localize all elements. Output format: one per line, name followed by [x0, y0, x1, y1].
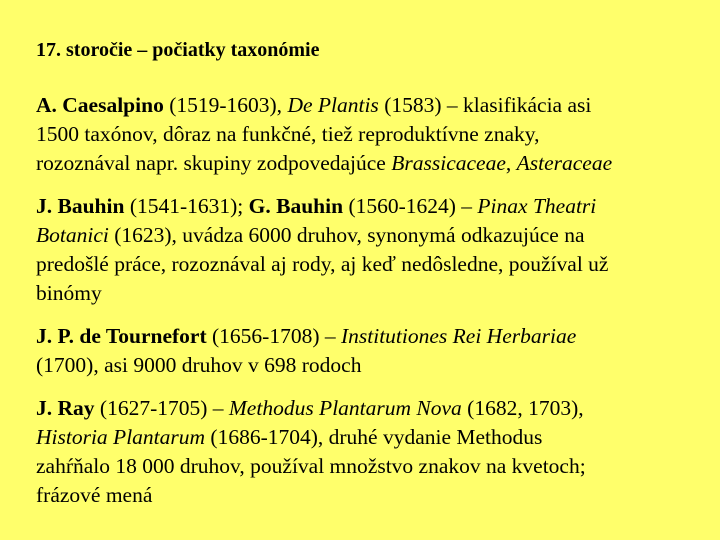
text-line — [36, 452, 706, 481]
text-run: (1623), uvádza 6000 druhov, synonymá odkazujúce na — [108, 223, 585, 247]
text-line — [36, 394, 706, 423]
text-line — [36, 279, 706, 308]
author-name: G. Bauhin — [248, 194, 344, 218]
author-name: J. Bauhin — [36, 194, 125, 218]
text-line — [36, 149, 706, 178]
work-title: Institutiones Rei Herbariae — [340, 324, 577, 348]
work-title: Historia Plantarum — [36, 425, 206, 449]
paragraph — [36, 394, 706, 510]
text-run: binómy — [36, 281, 102, 305]
work-title: De Plantis — [287, 93, 379, 117]
text-run: 1500 taxónov, dôraz na funkčné, tiež reproduktívne znaky, — [36, 122, 540, 146]
author-name: J. P. de Tournefort — [36, 324, 207, 348]
paragraph — [36, 91, 706, 178]
author-name: A. Caesalpino — [36, 93, 164, 117]
work-title: Asteraceae — [516, 151, 613, 175]
text-run: (1560-1624) – — [343, 194, 478, 218]
text-line — [36, 120, 706, 149]
work-title: Brassicaceae — [391, 151, 506, 175]
text-line — [36, 322, 706, 351]
text-run: (1656-1708) – — [206, 324, 341, 348]
paragraph — [36, 192, 706, 308]
text-run: , — [505, 151, 517, 175]
text-run: frázové mená — [36, 483, 153, 507]
work-title: Botanici — [36, 223, 109, 247]
text-run: zahŕňalo 18 000 druhov, používal množstvo znakov na kvetoch; — [36, 454, 586, 478]
text-run: (1519-1603), — [163, 93, 288, 117]
work-title: Methodus Plantarum Nova — [228, 396, 462, 420]
text-line — [36, 192, 706, 221]
paragraph — [36, 322, 706, 380]
text-run: (1700), asi 9000 druhov v 698 rodoch — [36, 353, 362, 377]
text-run: rozoznával napr. skupiny zodpovedajúce — [36, 151, 392, 175]
text-run: (1541-1631); — [124, 194, 249, 218]
text-run: (1682, 1703), — [461, 396, 584, 420]
text-line — [36, 91, 706, 120]
work-title: Pinax Theatri — [477, 194, 597, 218]
text-line — [36, 250, 706, 279]
text-line — [36, 221, 706, 250]
author-name: J. Ray — [36, 396, 95, 420]
slide-title: 17. storočie – počiatky taxonómie — [36, 39, 320, 61]
slide — [36, 36, 706, 524]
text-run: (1686-1704), druhé vydanie Methodus — [205, 425, 543, 449]
text-line — [36, 481, 706, 510]
slide-body — [36, 91, 706, 510]
text-line — [36, 423, 706, 452]
text-run: (1627-1705) – — [94, 396, 229, 420]
text-line — [36, 351, 706, 380]
text-run: (1583) – klasifikácia asi — [378, 93, 592, 117]
text-run: predošlé práce, rozoznával aj rody, aj keď nedôsledne, používal už — [36, 252, 609, 276]
